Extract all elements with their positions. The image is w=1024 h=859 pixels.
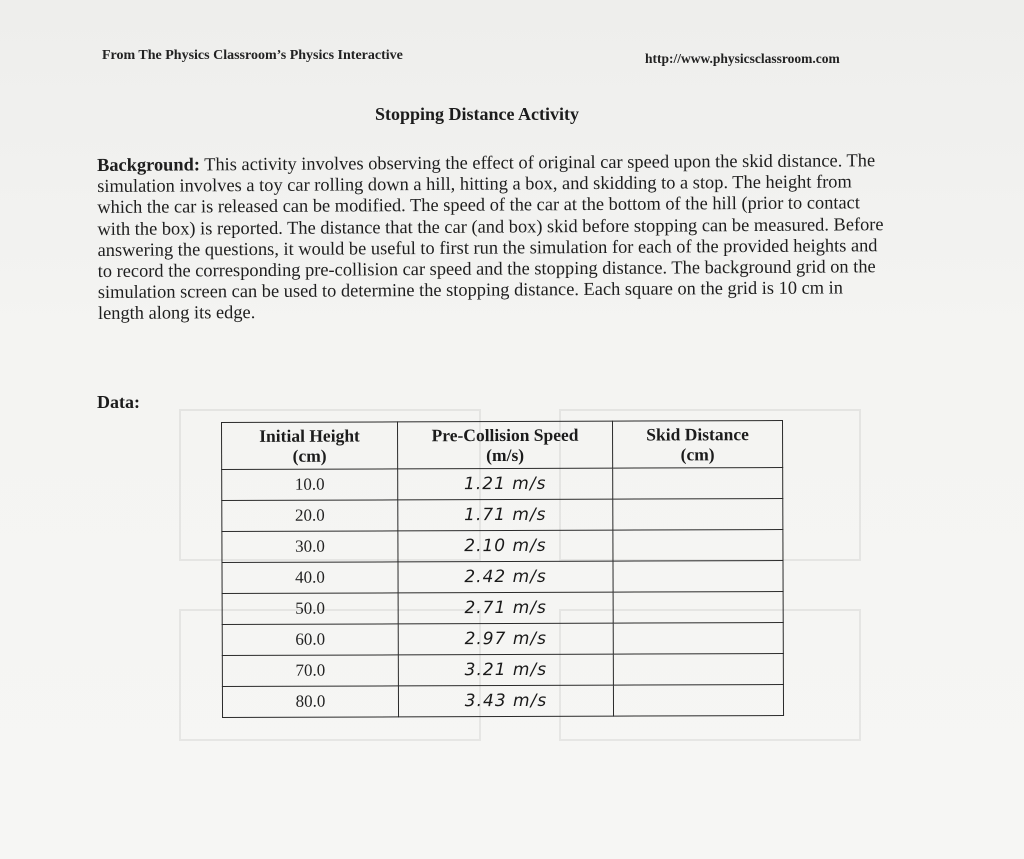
distance-cell[interactable] [613,468,783,500]
speed-cell[interactable]: 2.71 m/s [398,592,613,624]
distance-cell[interactable] [613,654,783,686]
background-text: This activity involves observing the effect of original car speed upon the skid distance. The simulation involves a toy car rolling down a hill, hitting a box, and skidding to a stop. The height from which the car is released can be modified. The speed of the car at the bottom of the hill (prior to contact with the box) is reported. The distance that the car (and box) skid before stopping can be measured. Before answering the questions, it would be useful to first run the simulation for each of the provided heights and to record the corresponding pre-collision car speed and the stopping distance. The background grid on the simulation screen can be used to determine the stopping distance. Each square on the grid is 10 cm in length along its edge. [97,150,884,324]
speed-cell[interactable]: 2.10 m/s [398,530,613,562]
table-row [222,530,783,563]
speed-cell[interactable]: 2.42 m/s [398,561,613,593]
table-row [222,468,783,501]
height-cell: 10.0 [222,469,398,501]
header-pre-collision-speed: Pre-Collision Speed (m/s) [398,421,613,469]
distance-cell[interactable] [613,685,783,717]
distance-cell[interactable] [613,561,783,593]
table-row [222,592,783,625]
table-row [222,499,783,532]
height-cell: 30.0 [222,531,398,563]
distance-cell[interactable] [613,623,783,655]
header-url: http://www.physicsclassroom.com [645,51,840,66]
height-cell: 60.0 [222,624,398,656]
header-initial-height: Initial Height (cm) [222,422,398,470]
background-label: Background: [97,154,201,175]
table-row [222,654,783,687]
table-header-row [222,421,783,470]
height-cell: 40.0 [222,562,398,594]
background-paragraph [97,150,893,324]
table-row [222,685,783,718]
table-row [222,561,783,594]
distance-cell[interactable] [613,530,783,562]
data-table [221,420,784,718]
height-cell: 80.0 [222,686,398,718]
speed-cell[interactable]: 1.21 m/s [398,468,613,500]
table-row [222,623,783,656]
header-source: From The Physics Classroom’s Physics Interactive [102,48,403,63]
distance-cell[interactable] [613,499,783,531]
height-cell: 70.0 [222,655,398,687]
page-title: Stopping Distance Activity [375,104,580,124]
data-label: Data: [97,392,140,412]
height-cell: 50.0 [222,593,398,625]
speed-cell[interactable]: 2.97 m/s [398,623,613,655]
height-cell: 20.0 [222,500,398,532]
header-skid-distance: Skid Distance (cm) [612,421,782,469]
speed-cell[interactable]: 3.21 m/s [398,654,613,686]
speed-cell[interactable]: 3.43 m/s [398,685,613,717]
speed-cell[interactable]: 1.71 m/s [398,499,613,531]
distance-cell[interactable] [613,592,783,624]
data-table-wrapper [221,420,784,718]
